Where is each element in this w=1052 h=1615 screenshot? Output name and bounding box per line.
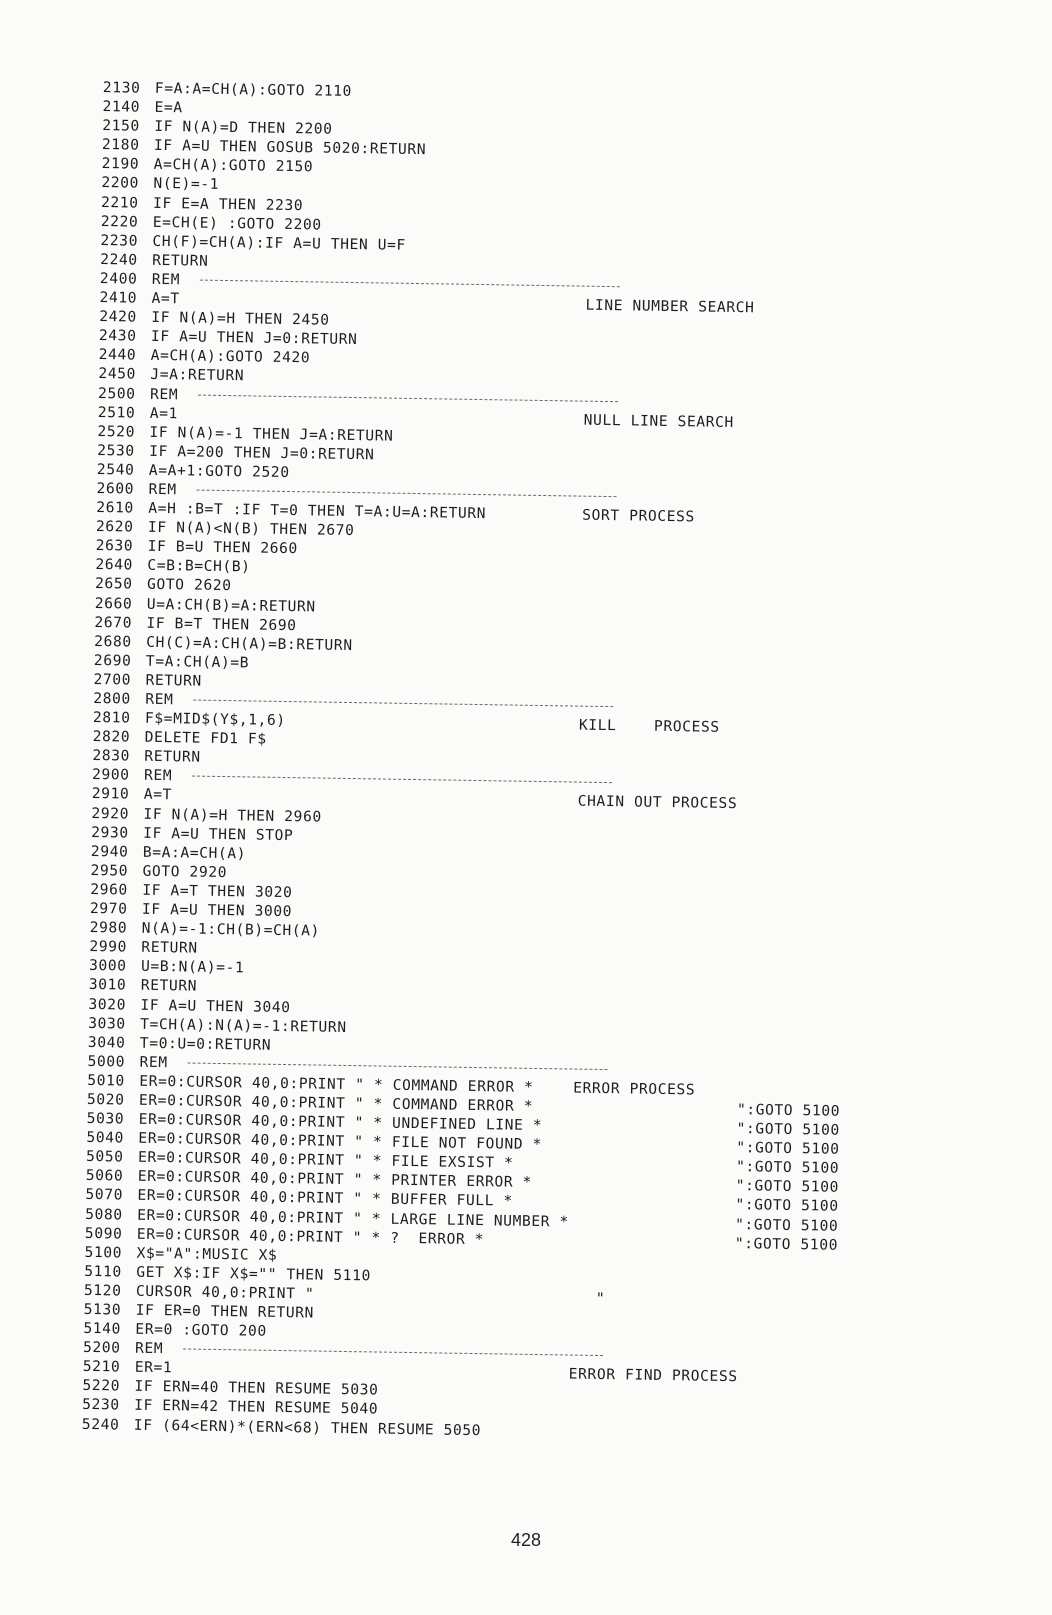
line-code: IF A=U THEN J=0:RETURN	[150, 328, 358, 349]
line-goto-tail: ":GOTO 5100	[734, 1234, 839, 1254]
line-number: 5020	[86, 1090, 125, 1109]
line-code: RETURN	[144, 748, 201, 766]
line-code: J=A:RETURN	[150, 366, 245, 385]
line-goto-tail: ":GOTO 5100	[734, 1215, 839, 1235]
section-divider	[196, 490, 616, 498]
line-code: E=CH(E) :GOTO 2200	[152, 213, 322, 234]
line-number: 3010	[88, 976, 127, 994]
line-code: A=H :B=T :IF T=0 THEN T=A:U=A:RETURN	[148, 499, 487, 523]
line-number: 2540	[96, 460, 135, 479]
line-number: 2130	[102, 79, 141, 97]
line-code: IF A=200 THEN J=0:RETURN	[149, 442, 375, 464]
line-code: IF N(A)=D THEN 2200	[154, 118, 333, 138]
line-number: 2620	[95, 518, 134, 536]
line-code: IF N(A)<N(B) THEN 2670	[147, 518, 355, 540]
line-number: 5060	[85, 1167, 124, 1185]
line-code: IF E=A THEN 2230	[152, 194, 304, 214]
line-number: 5040	[86, 1129, 125, 1147]
line-number: 2410	[99, 289, 138, 307]
line-code: T=A:CH(A)=B	[145, 652, 250, 672]
line-code: ER=0:CURSOR 40,0:PRINT " * FILE NOT FOUND *	[138, 1129, 543, 1154]
line-code: REM	[151, 270, 181, 289]
line-number: 5240	[81, 1415, 120, 1434]
line-number: 5210	[82, 1358, 121, 1376]
line-number: 5220	[82, 1377, 121, 1395]
line-number: 2650	[94, 575, 133, 594]
line-number: 2640	[95, 556, 134, 574]
line-number: 2140	[102, 98, 141, 116]
line-code: E=A	[154, 98, 183, 117]
line-code: A=CH(A):GOTO 2150	[153, 156, 314, 176]
line-goto-tail: ":GOTO 5100	[736, 1120, 840, 1139]
line-code: T=0:U=0:RETURN	[139, 1034, 272, 1054]
line-code: CH(C)=A:CH(A)=B:RETURN	[146, 633, 353, 654]
section-divider	[183, 1349, 603, 1357]
line-number: 5230	[82, 1396, 120, 1414]
line-code: A=CH(A):GOTO 2420	[150, 347, 311, 367]
line-code: F$=MID$(Y$,1,6)	[144, 709, 286, 730]
line-code: C=B:B=CH(B)	[147, 557, 251, 576]
section-divider	[193, 700, 613, 708]
line-code: REM	[143, 767, 173, 785]
line-number: 2900	[91, 766, 130, 784]
section-divider	[187, 1062, 607, 1070]
line-goto-tail: ":GOTO 5100	[735, 1196, 839, 1216]
section-divider	[192, 776, 612, 784]
line-code: ER=0:CURSOR 40,0:PRINT " * ? ERROR *	[136, 1225, 485, 1248]
line-code: GOTO 2920	[142, 862, 228, 881]
line-number: 2830	[92, 747, 131, 765]
line-number: 2700	[93, 670, 132, 689]
line-goto-tail: ":GOTO 5100	[736, 1139, 840, 1158]
line-code: RETURN	[152, 251, 209, 270]
line-code: B=A:A=CH(A)	[142, 843, 247, 863]
line-number: 2150	[102, 117, 140, 135]
line-number: 2430	[98, 327, 137, 345]
line-code: U=A:CH(B)=A:RETURN	[146, 595, 316, 615]
line-code: REM	[148, 480, 177, 499]
line-code: REM	[149, 385, 179, 403]
line-code: IF A=U THEN GOSUB 5020:RETURN	[153, 137, 427, 159]
line-number: 5010	[87, 1071, 125, 1090]
line-code: F=A:A=CH(A):GOTO 2110	[154, 79, 353, 100]
line-goto-tail: ":GOTO 5100	[735, 1177, 840, 1197]
line-number: 3000	[88, 957, 127, 975]
line-number: 2990	[89, 938, 128, 956]
line-code: CURSOR 40,0:PRINT " "	[135, 1282, 606, 1307]
line-number: 3040	[87, 1033, 126, 1052]
line-code: ER=1	[134, 1358, 173, 1377]
line-code: GOTO 2620	[146, 576, 232, 595]
line-code: IF ERN=40 THEN RESUME 5030	[134, 1378, 379, 1399]
line-number: 5050	[85, 1148, 124, 1166]
section-label: CHAIN OUT PROCESS	[577, 793, 738, 813]
line-code: N(E)=-1	[153, 175, 220, 194]
line-number: 5140	[83, 1319, 122, 1338]
line-code: REM	[139, 1053, 168, 1071]
line-number: 2800	[93, 689, 131, 708]
line-number: 2440	[98, 346, 137, 364]
line-code: CH(F)=CH(A):IF A=U THEN U=F	[152, 232, 407, 254]
line-code: ER=0:CURSOR 40,0:PRINT " * FILE EXSIST *	[137, 1148, 514, 1172]
line-number: 2920	[91, 804, 130, 823]
line-number: 2960	[90, 880, 128, 899]
line-number: 5100	[84, 1243, 123, 1262]
line-number: 5090	[84, 1224, 123, 1243]
line-number: 2400	[99, 269, 138, 288]
line-code: IF A=U THEN 3040	[140, 996, 291, 1016]
line-number: 2630	[95, 537, 134, 555]
line-code: T=CH(A):N(A)=-1:RETURN	[140, 1015, 347, 1036]
line-code: IF N(A)=H THEN 2960	[143, 805, 322, 826]
line-number: 5030	[86, 1109, 125, 1128]
line-code: IF B=T THEN 2690	[146, 614, 297, 634]
line-number: 5200	[82, 1339, 121, 1357]
section-divider	[198, 394, 618, 402]
line-code: RETURN	[141, 938, 198, 957]
line-code: ER=0:CURSOR 40,0:PRINT " * PRINTER ERROR *	[137, 1168, 533, 1192]
line-number: 2240	[100, 250, 138, 269]
line-number: 2520	[97, 422, 136, 441]
line-number: 2670	[94, 613, 133, 632]
line-code: IF (64<ERN)*(ERN<68) THEN RESUME 5050	[133, 1416, 482, 1439]
line-number: 2200	[101, 174, 140, 193]
line-number: 2690	[93, 651, 132, 670]
line-code: IF ER=0 THEN RETURN	[135, 1301, 315, 1322]
section-label: SORT PROCESS	[582, 506, 695, 526]
section-label: ERROR PROCESS	[573, 1079, 696, 1099]
line-code: ER=0:CURSOR 40,0:PRINT " * BUFFER FULL *	[137, 1187, 514, 1211]
line-number: 2680	[94, 632, 132, 651]
page-number: 428	[510, 1530, 542, 1550]
line-number: 5080	[85, 1205, 123, 1224]
line-number: 2600	[96, 479, 135, 498]
line-number: 2530	[97, 441, 135, 460]
line-number: 5120	[83, 1281, 122, 1300]
section-label: KILL PROCESS	[578, 716, 720, 736]
line-code: U=B:N(A)=-1	[140, 958, 245, 977]
line-number: 5110	[84, 1262, 122, 1281]
line-code: IF N(A)=H THEN 2450	[151, 308, 330, 329]
line-code: ER=0:CURSOR 40,0:PRINT " * COMMAND ERROR *	[138, 1091, 534, 1115]
line-goto-tail: ":GOTO 5100	[736, 1101, 841, 1120]
line-code: IF A=T THEN 3020	[142, 881, 293, 902]
basic-listing	[81, 78, 841, 1442]
line-code: REM	[145, 690, 174, 709]
line-goto-tail: ":GOTO 5100	[735, 1158, 840, 1177]
line-number: 2180	[101, 136, 140, 154]
line-code: RETURN	[140, 977, 198, 996]
line-code: REM	[134, 1339, 164, 1358]
line-code: IF A=U THEN 3000	[141, 900, 293, 921]
line-number: 2660	[94, 594, 133, 613]
line-number: 2510	[97, 403, 136, 422]
line-code: A=T	[143, 786, 173, 804]
line-code: RETURN	[145, 671, 203, 690]
line-number: 2210	[100, 193, 139, 212]
line-number: 2220	[100, 212, 139, 231]
line-code: ER=0:CURSOR 40,0:PRINT " * COMMAND ERROR *	[139, 1072, 534, 1096]
line-code: A=A+1:GOTO 2520	[148, 461, 290, 481]
line-code: ER=0:CURSOR 40,0:PRINT " * UNDEFINED LINE *	[138, 1110, 543, 1135]
line-code: IF A=U THEN STOP	[143, 824, 294, 844]
line-code: ER=0 :GOTO 200	[135, 1320, 267, 1340]
line-code: ER=0:CURSOR 40,0:PRINT " * LARGE LINE NUMBER *	[137, 1206, 570, 1231]
section-label: LINE NUMBER SEARCH	[585, 296, 755, 317]
line-number: 2500	[97, 384, 136, 403]
line-code: IF ERN=42 THEN RESUME 5040	[134, 1397, 379, 1419]
line-number: 3020	[88, 995, 127, 1014]
line-number: 2910	[91, 785, 130, 804]
section-divider	[199, 280, 619, 288]
line-code: A=1	[149, 404, 179, 422]
line-number: 3030	[88, 1014, 126, 1033]
line-number: 2450	[98, 365, 137, 384]
line-number: 2930	[91, 823, 129, 842]
line-number: 5000	[87, 1052, 126, 1071]
line-number: 2610	[96, 499, 134, 517]
line-number: 2420	[99, 308, 137, 326]
line-number: 2230	[100, 231, 139, 250]
line-number: 2950	[90, 861, 129, 880]
line-number: 2820	[92, 728, 131, 746]
section-label: ERROR FIND PROCESS	[568, 1365, 738, 1386]
line-number: 5070	[85, 1186, 124, 1204]
line-number: 2940	[90, 842, 129, 861]
line-code: GET X$:IF X$="" THEN 5110	[136, 1263, 372, 1285]
line-number: 2810	[92, 709, 131, 727]
line-code: X$="A":MUSIC X$	[136, 1244, 278, 1264]
line-number: 2970	[89, 899, 128, 918]
line-code: IF B=U THEN 2660	[147, 538, 298, 558]
line-number: 2190	[101, 155, 140, 174]
line-number: 5130	[83, 1300, 122, 1319]
line-code: N(A)=-1:CH(B)=CH(A)	[141, 919, 321, 940]
line-number: 2980	[89, 919, 128, 937]
line-code: DELETE FD1 F$	[144, 728, 267, 748]
line-code: A=T	[151, 289, 180, 308]
section-label: NULL LINE SEARCH	[583, 411, 735, 431]
line-code: IF N(A)=-1 THEN J=A:RETURN	[149, 423, 394, 445]
